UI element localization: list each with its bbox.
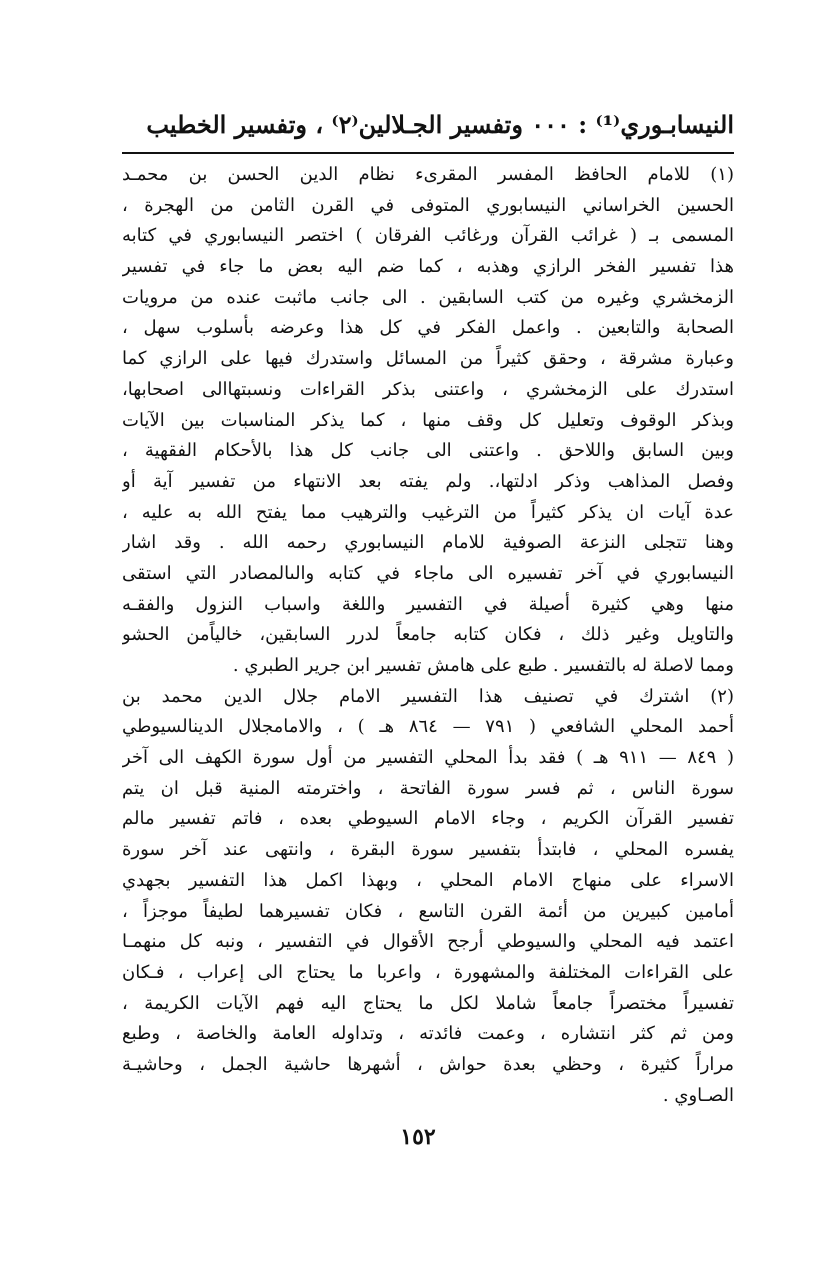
footnote-line: (١) للامام الحافظ المفسر المقرىء نظام الدين الحسن بن محمـد <box>122 164 734 185</box>
footnote-line: منها وهي كثيرة أصيلة في التفسير واللغة واسباب النزول والفقـه <box>122 593 734 615</box>
footnote-line: تفسير القرآن الكريم ، وجاء الامام السيوطي بعده ، فاتم تفسير مالم <box>122 808 734 830</box>
footnote-line: الصـاوي . <box>662 1084 734 1106</box>
footnote-line: الصحابة والتابعين . واعمل الفكر في كل هذا وعرضه بأسلوب سهل ، <box>122 317 734 339</box>
footnote-line: هذا تفسير الفخر الرازي وهذبه ، كما ضم اليه بعض ما جاء في تفسير <box>122 256 734 278</box>
footnote-separator-rule <box>122 152 734 154</box>
footnote-line: ومما لاصلة له بالتفسير . طبع على هامش تفسير ابن جرير الطبري . <box>232 655 734 676</box>
page-number: ١٥٢ <box>400 1124 436 1150</box>
footnote-line: وبذكر الوقوف وتعليل كل وقف منها ، كما يذكر المناسبات بين الآيات <box>122 409 734 431</box>
footnotes-block <box>122 160 734 1111</box>
footnote-line: ( ٨٤٩ — ٩١١ هـ ) فقد بدأ المحلي التفسير من أول سورة الكهف الى آخر <box>122 747 734 769</box>
footnote-line: والتاويل وغير ذلك ، فكان كتابه جامعاً لدرر السابقين، خالياًمن الحشو <box>122 624 734 646</box>
footnote-line: (٢) اشترك في تصنيف هذا التفسير الامام جلال الدين محمد بن <box>122 685 734 707</box>
footnote-line: استدرك على الزمخشري ، واعتنى بذكر القراءات ونسبتهاالى اصحابها، <box>122 378 734 400</box>
footnote-line: النيسابوري في آخر تفسيره الى ماجاء في كتابه والىالمصادر التي استقى <box>122 562 734 584</box>
footnote-1 <box>122 160 734 682</box>
footnote-line: الزمخشري وغيره من كتب السابقين . الى جانب ماثبت عنده من مرويات <box>122 286 734 308</box>
page-header-line: النيسابـوري⁽¹⁾ : ٠٠٠ وتفسير الجـلالين⁽٢⁾ ، وتفسير الخطيب <box>146 110 734 139</box>
footnote-line: مراراً كثيرة ، وحظي بعدة حواش ، أشهرها حاشية الجمل ، وحاشيـة <box>122 1053 734 1075</box>
footnote-line: وفصل المذاهب وذكر ادلتها،. ولم يفته بعد الانتهاء من تفسير آية أو <box>122 470 734 492</box>
footnote-2 <box>122 682 734 1112</box>
footnote-line: أحمد المحلي الشافعي ( ٧٩١ — ٨٦٤ هـ ) ، والامامجلال الدينالسيوطي <box>122 716 734 738</box>
footnote-line: يفسره المحلي ، فابتدأ بتفسير سورة البقرة ، وانتهى عند آخر سورة <box>122 839 734 861</box>
footnote-line: سورة الناس ، ثم فسر سورة الفاتحة ، واخترمته المنية قبل ان يتم <box>122 777 734 799</box>
footnote-line: الحسين الخراساني النيسابوري المتوفى في القرن الثامن من الهجرة ، <box>122 194 734 216</box>
footnote-line: وهنا تتجلى النزعة الصوفية للامام النيسابوري رحمه الله . وقد اشار <box>122 532 734 554</box>
footnote-line: تفسيراً مختصراً جامعاً شاملا لكل ما يحتاج اليه فهم الآيات الكريمة ، <box>122 992 734 1014</box>
footnote-line: عدة آيات ان يذكر كثيراً من الترغيب والترهيب مما يفتح الله به عليه ، <box>122 501 734 523</box>
footnote-line: اعتمد فيه المحلي والسيوطي أرجح الأقوال في التفسير ، ونبه كل منهمـا <box>122 931 734 953</box>
footnote-line: على القراءات المختلفة والمشهورة ، واعربا ما يحتاج الى إعراب ، فـكان <box>122 961 734 983</box>
footnote-line: الاسراء على منهاج الامام المحلي ، وبهذا اكمل هذا التفسير بجهدي <box>122 869 734 891</box>
footnote-line: وعبارة مشرقة ، وحقق كثيراً من المسائل واستدرك فيها على الرازي كما <box>122 348 734 370</box>
footnote-line: وبين السابق واللاحق . واعتنى الى جانب كل هذا بالأحكام الفقهية ، <box>122 440 734 462</box>
footnote-line: ومن ثم كثر انتشاره ، وعمت فائدته ، وتداوله العامة والخاصة ، وطبع <box>122 1023 734 1045</box>
footnote-line: المسمى بـ ( غرائب القرآن ورغائب الفرقان ) اختصر النيسابوري في كتابه <box>122 225 734 247</box>
footnote-line: أمامين كبيرين من أئمة القرن التاسع ، فكان تفسيرهما لطيفاً موجزاً ، <box>122 900 734 922</box>
